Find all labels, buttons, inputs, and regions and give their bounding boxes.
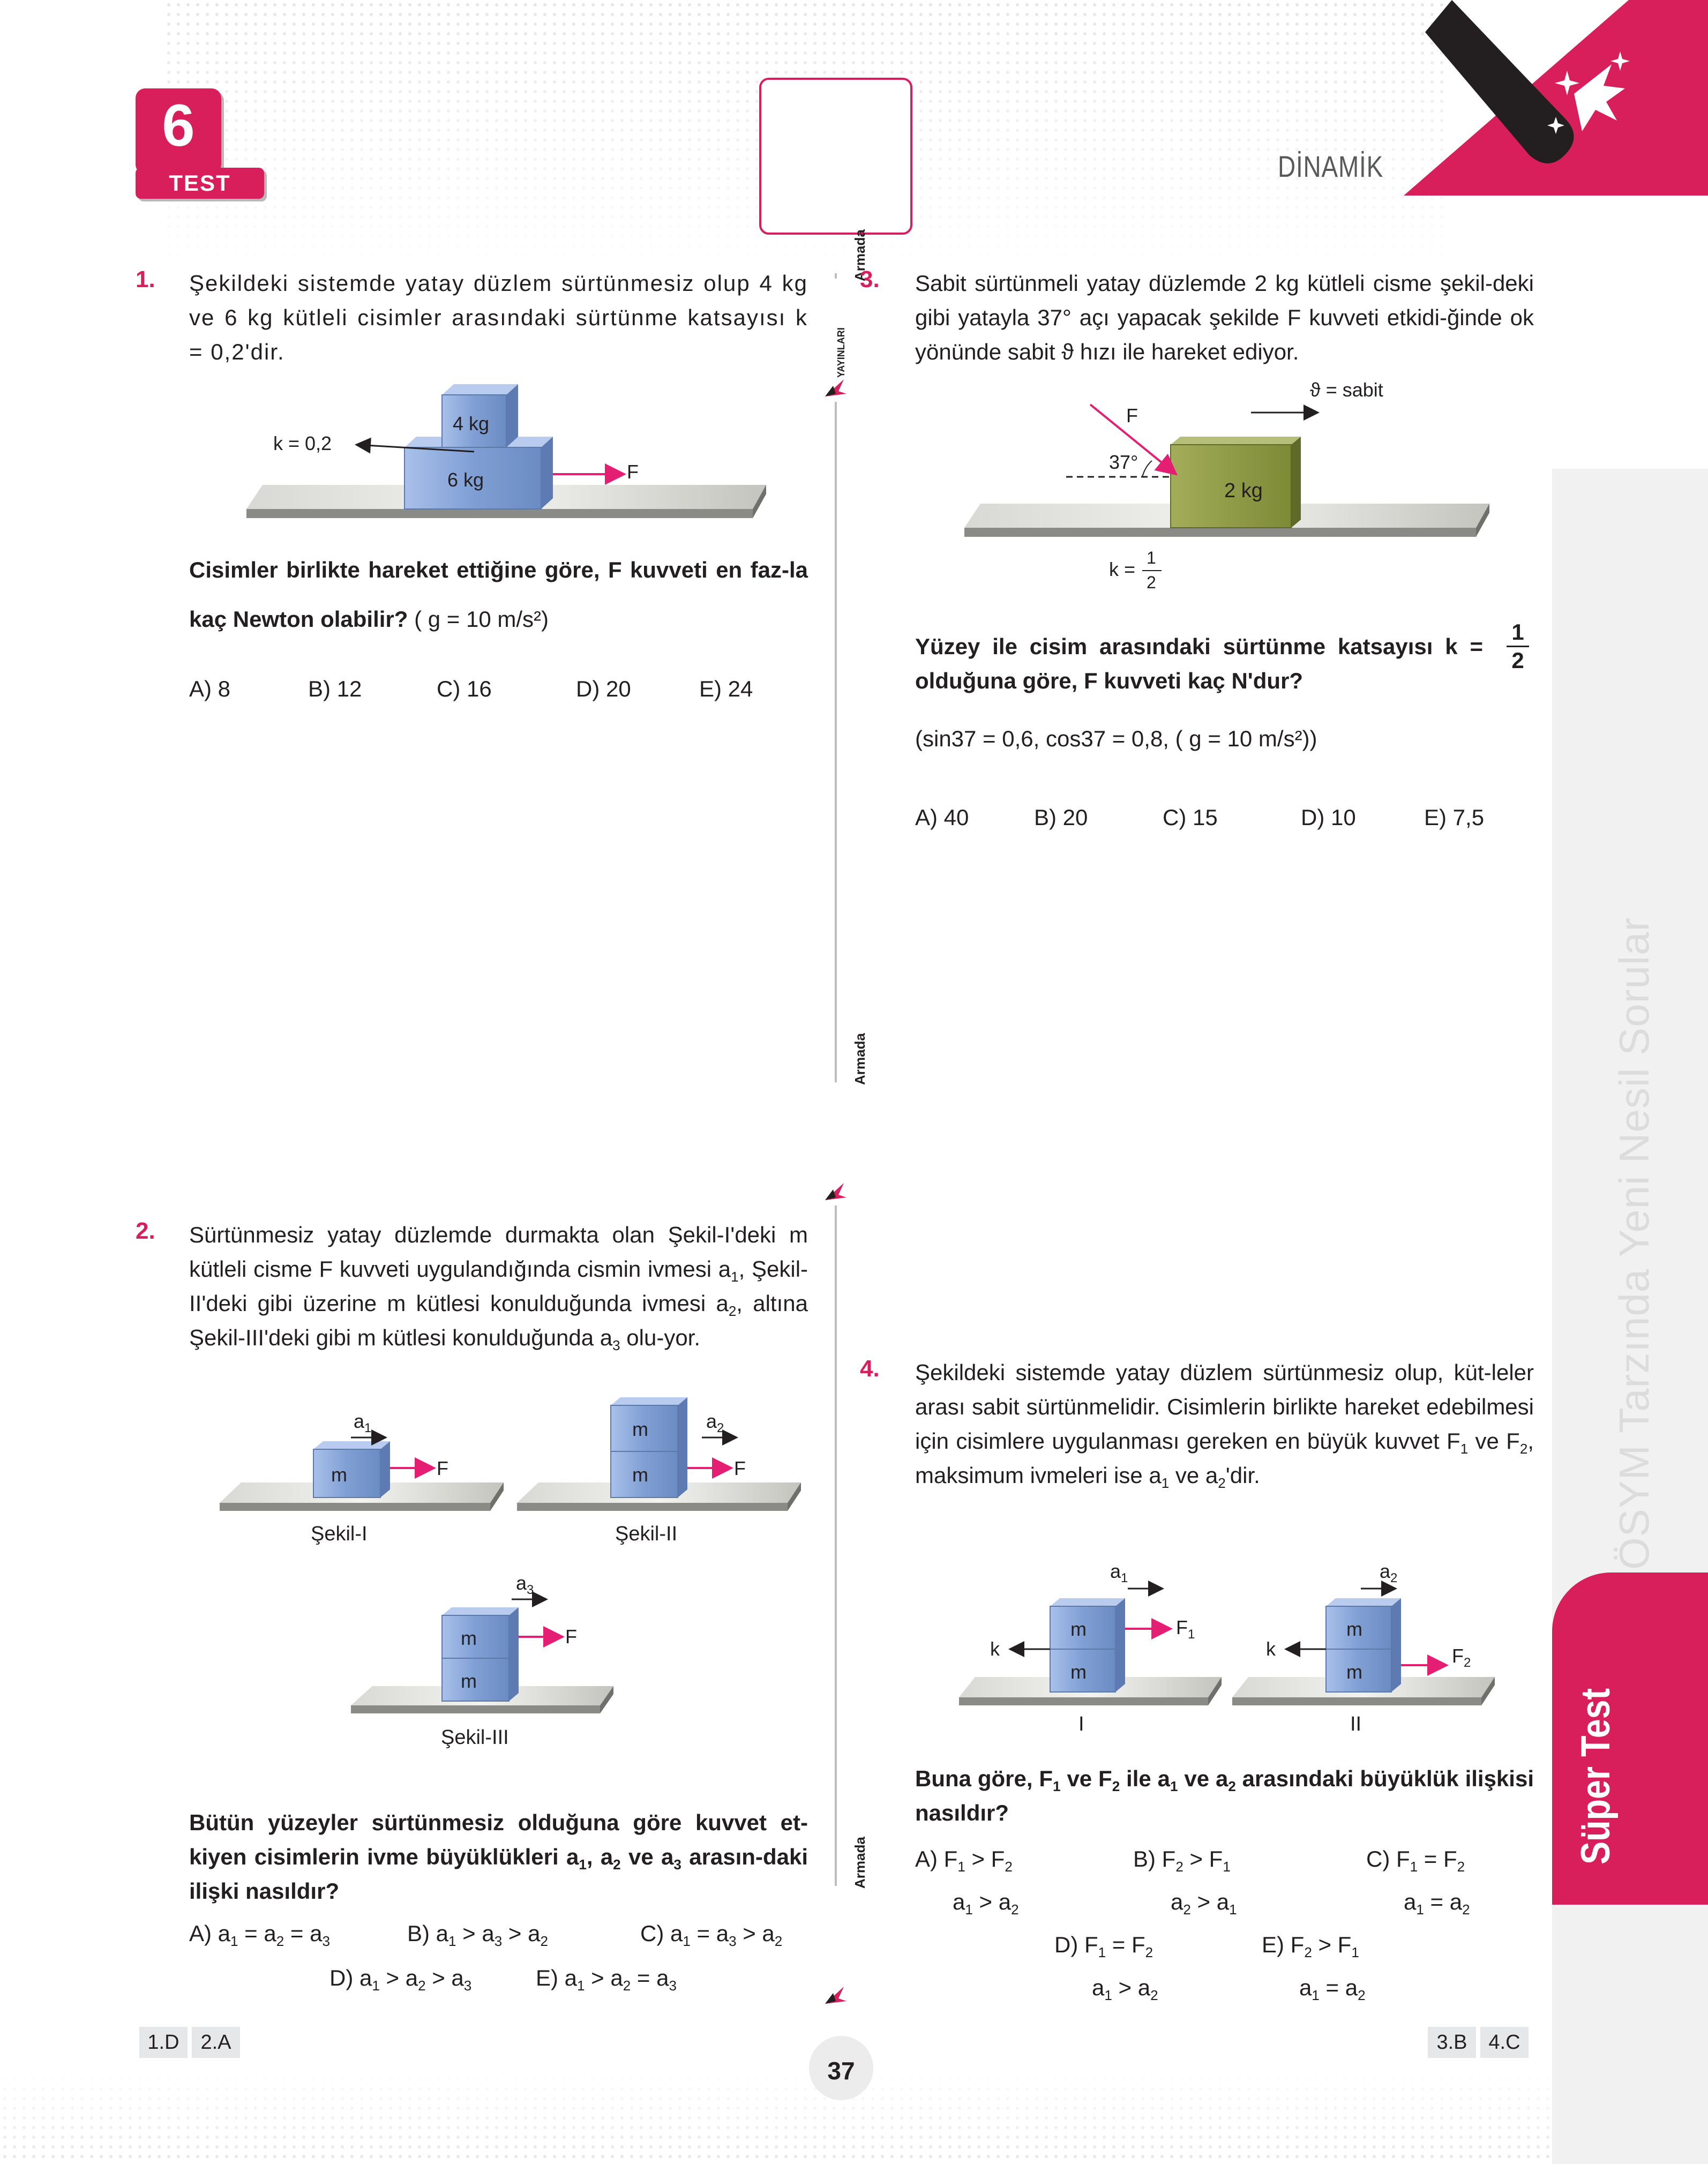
q4-figure-2 xyxy=(1227,1548,1505,1741)
header-empty-box xyxy=(759,78,912,235)
question-2-prompt: Bütün yüzeyler sürtünmesiz olduğuna göre kuvvet et-kiyen cisimlerin ivme büyüklükleri $a_1$, $a_2$ ve $a_3$ arasın-daki ilişki nasıldır? xyxy=(189,1810,808,1904)
test-number-badge xyxy=(136,88,221,174)
q4-fig2-label: II xyxy=(1350,1713,1362,1735)
q1-option-e[interactable]: E) 24 xyxy=(699,676,753,701)
q3-prompt-text: Yüzey ile cisim arasındaki sürtünme katsayısı k = olduğuna göre, F kuvveti kaç N'dur? xyxy=(915,634,1483,693)
q1-prompt-note: ( g = 10 m/s²) xyxy=(414,606,549,632)
q4-option-d[interactable]: D) $F_1 = F_2$ $a_1 > a_2$ xyxy=(1054,1932,1158,2004)
q2-fig3-label: Şekil-III xyxy=(441,1726,509,1749)
topic-title: DİNAMİK xyxy=(1278,149,1384,183)
question-2-text: Sürtünmesiz yatay düzlemde durmakta olan Şekil-I'deki m kütleli cisme F kuvveti uygulandığında cismin ivmesi $a_1$, Şekil-II'deki gibi üzerine m kütlesi konulduğunda ivmesi $a_2$, altına Şekil-III'deki gibi m kütlesi konulduğunda $a_3$ olu-yor. xyxy=(189,1222,808,1354)
logo-text: Armada xyxy=(852,229,868,281)
question-3-prompt xyxy=(915,630,1483,698)
answer-key-1: 1.D xyxy=(139,2027,188,2058)
publisher-logo-3 xyxy=(814,1837,868,2009)
q4-fig1-mass-top: m xyxy=(1070,1618,1087,1640)
footer-dot-pattern xyxy=(0,2036,1552,2164)
q4-option-c[interactable]: C) $F_1 = F_2$ $a_1 = a_2$ xyxy=(1366,1846,1470,1918)
page-number: 37 xyxy=(827,2057,855,2085)
q2-fig2-label: Şekil-II xyxy=(615,1523,678,1545)
q3-note: (sin37 = 0,6, cos37 = 0,8, ( g = 10 m/s²)) xyxy=(915,726,1317,751)
q4-fig2-mass-bottom: m xyxy=(1346,1661,1362,1683)
q4-f1-label: $F_1$ xyxy=(1176,1616,1195,1642)
question-4-text: Şekildeki sistemde yatay düzlem sürtünmesiz olup, küt-leler arası sabit sürtünmelidir. Cisimlerin birlikte hareket edebilmesi için cisimlere uygulanması gereken en büyük kuvvet $F_1$ ve $F_2$, maksimum ivmeleri ise $a_1$ ve $a_2'dir$. xyxy=(915,1360,1534,1492)
q2-figure-2 xyxy=(512,1396,812,1556)
q2-fig1-force: F xyxy=(437,1457,448,1479)
q4-option-e[interactable]: E) $F_2 > F_1$ $a_1 = a_2$ xyxy=(1262,1932,1366,2004)
question-3-figure xyxy=(954,375,1500,600)
publisher-logo-2 xyxy=(814,1033,868,1205)
q1-option-c[interactable]: C) 16 xyxy=(437,676,492,701)
q3-mass-label: 2 kg xyxy=(1224,480,1263,502)
q3-option-a[interactable]: A) 40 xyxy=(915,805,969,830)
q2-fig3-force: F xyxy=(565,1626,577,1648)
q4-a2-label: $a_2$ xyxy=(1380,1560,1398,1585)
q1-option-a[interactable]: A) 8 xyxy=(189,676,231,701)
q3-k-label: k = xyxy=(1109,558,1136,580)
q4-option-b[interactable]: B) $F_2 > F_1$ $a_2 > a_1$ xyxy=(1133,1846,1237,1918)
rocket-icon xyxy=(822,375,849,402)
q2-option-b[interactable]: B) $a_1 > a_3 > a_2$ xyxy=(407,1921,548,1950)
q1-k-label: k = 0,2 xyxy=(273,432,332,454)
q2-fig2-mass-bottom: m xyxy=(632,1464,648,1486)
question-3-number: 3. xyxy=(860,266,880,293)
question-4-number: 4. xyxy=(860,1356,880,1382)
q3-option-e[interactable]: E) 7,5 xyxy=(1424,805,1485,830)
answer-key-3: 3.B xyxy=(1428,2027,1476,2058)
q3-prompt-den: 2 xyxy=(1511,648,1524,673)
answer-key-2: 2.A xyxy=(192,2027,240,2058)
rocket-icon xyxy=(822,1982,849,2009)
q2-option-a[interactable]: A) $a_1 = a_2 = a_3$ xyxy=(189,1921,330,1950)
q3-k-num: 1 xyxy=(1147,548,1156,567)
q3-option-c[interactable]: C) 15 xyxy=(1163,805,1218,830)
q4-fig1-k: k xyxy=(990,1638,1000,1660)
corner-rocket-graphic xyxy=(1404,0,1708,198)
q4-option-a[interactable]: A) $F_1 > F_2$ $a_1 > a_2$ xyxy=(915,1846,1019,1918)
test-label-text: TEST xyxy=(169,170,231,196)
test-number: 6 xyxy=(162,93,195,159)
q3-option-b[interactable]: B) 20 xyxy=(1034,805,1088,830)
q4-fig2-mass-top: m xyxy=(1346,1618,1362,1640)
q2-fig3-mass-top: m xyxy=(461,1627,477,1649)
q3-force-label: F xyxy=(1126,405,1138,426)
q4-figure-1 xyxy=(954,1548,1232,1741)
q4-fig2-k: k xyxy=(1266,1638,1276,1660)
question-3-text: Sabit sürtünmeli yatay düzlemde 2 kg kütleli cisme şekil-deki gibi yatayla 37° açı yapacak şekilde F kuvveti etkidi-ğinde ok yönünde sabit ϑ hızı ile hareket ediyor. xyxy=(915,271,1534,364)
q3-prompt-fraction xyxy=(1504,619,1531,674)
q1-prompt-text: Cisimler birlikte hareket ettiğine göre, F kuvveti en faz-la kaç Newton olabilir? xyxy=(189,557,808,632)
q3-angle-label: 37° xyxy=(1109,451,1138,473)
q3-k-den: 2 xyxy=(1147,573,1156,592)
q3-velocity-label: ϑ = sabit xyxy=(1310,379,1383,401)
q1-option-d[interactable]: D) 20 xyxy=(576,676,631,701)
question-1-text: Şekildeki sistemde yatay düzlem sürtünmesiz olup 4 kg ve 6 kg kütleli cisimler arasındaki sürtünme katsayısı k = 0,2'dir. xyxy=(189,271,808,364)
publisher-logo-1 xyxy=(814,229,868,402)
question-4-prompt: Buna göre, $F_1$ ve $F_2$ ile $a_1$ ve $a_2$ arasındaki büyüklük ilişkisi nasıldır? xyxy=(915,1766,1534,1825)
q4-fig1-mass-bottom: m xyxy=(1070,1661,1087,1683)
q1-option-b[interactable]: B) 12 xyxy=(308,676,362,701)
question-1-figure xyxy=(230,383,777,533)
q1-bottom-block-label: 6 kg xyxy=(447,469,484,491)
logo-subtext: YAYINLARI xyxy=(836,327,846,378)
q2-figure-3 xyxy=(346,1562,646,1755)
q2-figure-1 xyxy=(214,1396,514,1556)
answer-key-4: 4.C xyxy=(1480,2027,1529,2058)
q2-fig3-mass-bottom: m xyxy=(461,1670,477,1692)
q2-option-e[interactable]: E) $a_1 > a_2 = a_3$ xyxy=(536,1965,677,1994)
q2-fig2-mass-top: m xyxy=(632,1418,648,1440)
question-2-number: 2. xyxy=(136,1218,155,1244)
rocket-icon xyxy=(822,1179,849,1205)
q2-a1-label: $a_1$ xyxy=(354,1410,372,1435)
side-banner-vertical-text: ÖSYM Tarzında Yeni Nesil Sorular xyxy=(1610,917,1658,1570)
question-1-prompt xyxy=(189,545,808,644)
side-banner-tab-text: Süper Test xyxy=(1573,1688,1619,1865)
question-1-number: 1. xyxy=(136,266,155,293)
q4-a1-label: $a_1$ xyxy=(1110,1560,1128,1585)
q3-prompt-num: 1 xyxy=(1511,619,1524,645)
q1-top-block-label: 4 kg xyxy=(453,413,490,435)
q2-fig2-force: F xyxy=(734,1457,746,1479)
q1-force-label: F xyxy=(627,461,639,483)
q2-fig1-label: Şekil-I xyxy=(311,1523,368,1545)
q2-a2-label: $a_2$ xyxy=(706,1410,724,1435)
q2-option-c[interactable]: C) $a_1 = a_3 > a_2$ xyxy=(640,1921,783,1950)
test-label xyxy=(136,168,264,199)
logo-text: Armada xyxy=(852,1033,868,1085)
q4-f2-label: $F_2$ xyxy=(1452,1645,1471,1670)
q3-option-d[interactable]: D) 10 xyxy=(1301,805,1356,830)
logo-text: Armada xyxy=(852,1837,868,1889)
q2-fig1-mass: m xyxy=(331,1464,347,1486)
q4-fig1-label: I xyxy=(1078,1713,1084,1735)
q2-a3-label: $a_3$ xyxy=(516,1572,534,1597)
q2-option-d[interactable]: D) $a_1 > a_2 > a_3$ xyxy=(329,1965,472,1994)
